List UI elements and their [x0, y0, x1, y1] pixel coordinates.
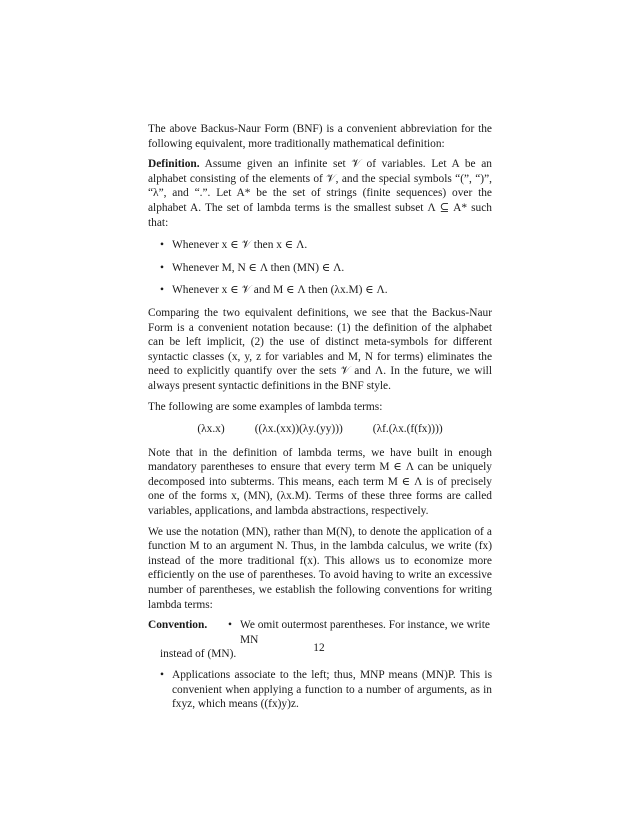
example-term: ((λx.(xx))(λy.(yy))): [254, 423, 343, 436]
convention-label: Convention.: [148, 619, 208, 632]
definition-item: • Whenever x ∈ 𝒱 then x ∈ Λ.: [160, 238, 492, 253]
definition-label: Definition.: [148, 158, 200, 171]
comparing-paragraph: Comparing the two equivalent definitions, we see that the Backus-Naur Form is a convenient notation because: (1) the definition of the alphabet can be left implicit, (2) the use of distinct meta-symbols for different syntactic classes (x, y, z for variables and M, N for terms) eliminates the need to explicitly quantify over the sets 𝒱 and Λ. In the future, we will always present syntactic definitions in the BNF style.: [148, 306, 492, 392]
convention-list: [148, 668, 492, 712]
note-paragraph: Note that in the definition of lambda terms, we have built in enough mandatory parentheses to ensure that every term M ∈ Λ can be uniquely decomposed into subterms. This means, each term M ∈ Λ is of precisely one of the forms x, (MN), (λx.M). Terms of these three forms are called variables, applications, and lambda abstractions, respectively.: [148, 446, 492, 518]
definition-paragraph: [148, 157, 492, 230]
example-term: (λx.x): [197, 423, 225, 436]
definition-list: [148, 238, 492, 298]
convention-item-first: • We omit outermost parentheses. For instance, we write MN: [228, 618, 492, 647]
convention-block: [148, 618, 492, 712]
examples-row: [148, 422, 492, 437]
examples-intro: The following are some examples of lambda terms:: [148, 400, 383, 413]
definition-item: • Whenever M, N ∈ Λ then (MN) ∈ Λ.: [160, 261, 492, 276]
page-body: [148, 122, 492, 712]
definition-text: Assume given an infinite set 𝒱 of variables. Let A be an alphabet consisting of the elements of 𝒱, and the special symbols “(”, “)”, “λ”, and “.”. Let A* be the set of strings (finite sequences) over the alphabet A. The set of lambda terms is the smallest subset Λ ⊆ A* such that:: [148, 158, 493, 229]
convention-item-first-cont: instead of (MN).: [160, 648, 237, 661]
definition-item: • Whenever x ∈ 𝒱 and M ∈ Λ then (λx.M) ∈ Λ.: [160, 283, 492, 298]
convention-item: • Applications associate to the left; thus, MNP means (MN)P. This is convenient when applying a function to a number of arguments, as in fxyz, which means ((fx)y)z.: [160, 668, 492, 712]
notation-paragraph: We use the notation (MN), rather than M(N), to denote the application of a function M to an argument N. Thus, in the lambda calculus, we write (fx) instead of the more traditional f(x). This allows us to economize more efficiently on the use of parentheses. To avoid having to write an excessive number of parentheses, we establish the following conventions for writing lambda terms:: [148, 525, 492, 611]
example-term: (λf.(λx.(f(fx)))): [372, 423, 443, 436]
intro-paragraph: The above Backus-Naur Form (BNF) is a convenient abbreviation for the following equivalent, more traditionally mathematical definition:: [148, 123, 492, 150]
page-number: 12: [313, 642, 325, 654]
